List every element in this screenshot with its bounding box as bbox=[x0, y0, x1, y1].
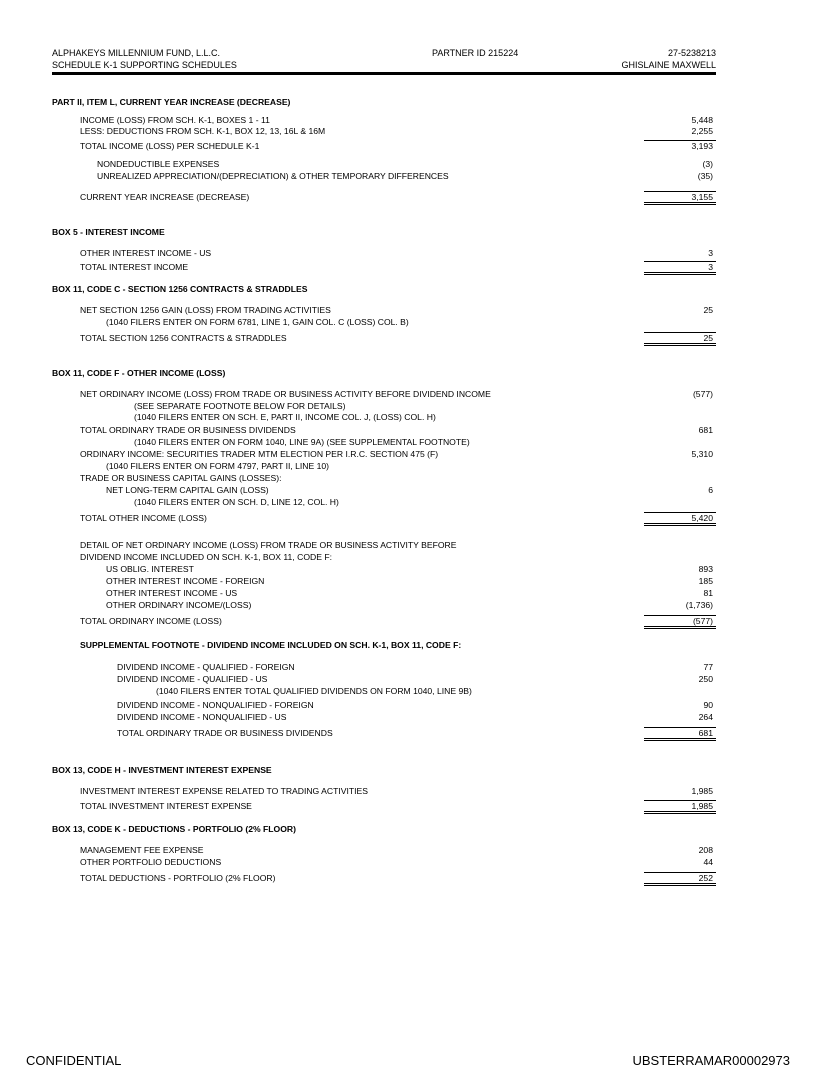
table-row bbox=[52, 552, 716, 562]
table-row bbox=[52, 461, 716, 471]
row-label: (SEE SEPARATE FOOTNOTE BELOW FOR DETAILS) bbox=[134, 401, 346, 411]
table-row bbox=[52, 171, 716, 181]
row-label: DIVIDEND INCOME - NONQUALIFIED - US bbox=[117, 712, 287, 722]
table-row-total bbox=[52, 616, 716, 626]
double-underline bbox=[644, 738, 716, 741]
row-label: UNREALIZED APPRECIATION/(DEPRECIATION) & OTHER TEMPORARY DIFFERENCES bbox=[97, 171, 449, 181]
row-label: MANAGEMENT FEE EXPENSE bbox=[80, 845, 204, 855]
row-value: 264 bbox=[698, 712, 713, 722]
row-value: 250 bbox=[698, 674, 713, 684]
row-label: DIVIDEND INCOME - NONQUALIFIED - FOREIGN bbox=[117, 700, 314, 710]
section-heading-box13-code-h: BOX 13, CODE H - INVESTMENT INTEREST EXPENSE bbox=[52, 765, 272, 775]
row-value: 6 bbox=[708, 485, 713, 495]
underline bbox=[644, 261, 716, 262]
table-row-total bbox=[52, 728, 716, 738]
row-label: (1040 FILERS ENTER ON FORM 4797, PART II, LINE 10) bbox=[106, 461, 330, 471]
row-value: 185 bbox=[698, 576, 713, 586]
row-label: TOTAL ORDINARY TRADE OR BUSINESS DIVIDENDS bbox=[117, 728, 333, 738]
row-value: 44 bbox=[703, 857, 713, 867]
row-value: 77 bbox=[703, 662, 713, 672]
row-value: 252 bbox=[698, 873, 713, 883]
row-label: NET LONG-TERM CAPITAL GAIN (LOSS) bbox=[106, 485, 269, 495]
row-value: 3,193 bbox=[691, 141, 713, 151]
row-value: (577) bbox=[692, 389, 713, 399]
row-label: CURRENT YEAR INCREASE (DECREASE) bbox=[80, 192, 250, 202]
row-value: 3 bbox=[708, 248, 713, 258]
row-value: 2,255 bbox=[691, 126, 713, 136]
row-value: 1,985 bbox=[691, 801, 713, 811]
confidential-label: CONFIDENTIAL bbox=[26, 1053, 122, 1068]
header-rule bbox=[52, 72, 716, 75]
ein: 27-5238213 bbox=[667, 48, 716, 58]
table-row bbox=[52, 857, 716, 867]
row-value: 893 bbox=[698, 564, 713, 574]
row-label: NET ORDINARY INCOME (LOSS) FROM TRADE OR BUSINESS ACTIVITY BEFORE DIVIDEND INCOME bbox=[80, 389, 491, 399]
row-value: (577) bbox=[692, 616, 713, 626]
table-row-total bbox=[52, 801, 716, 811]
row-value: 3 bbox=[708, 262, 713, 272]
partner-id: PARTNER ID 215224 bbox=[432, 48, 519, 58]
table-row bbox=[52, 401, 716, 411]
row-value: 81 bbox=[703, 588, 713, 598]
row-value: 208 bbox=[698, 845, 713, 855]
table-row bbox=[52, 497, 716, 507]
row-value: 5,420 bbox=[691, 513, 713, 523]
row-label: DIVIDEND INCOME - QUALIFIED - FOREIGN bbox=[117, 662, 295, 672]
row-value: (3) bbox=[702, 159, 713, 169]
table-row bbox=[52, 115, 716, 125]
row-label: OTHER INTEREST INCOME - US bbox=[106, 588, 238, 598]
section-heading-box13-code-k: BOX 13, CODE K - DEDUCTIONS - PORTFOLIO (2% FLOOR) bbox=[52, 824, 296, 834]
table-row bbox=[52, 600, 716, 610]
table-row-total bbox=[52, 262, 716, 272]
table-row bbox=[52, 662, 716, 672]
table-row bbox=[52, 317, 716, 327]
table-row bbox=[52, 700, 716, 710]
row-label: (1040 FILERS ENTER ON FORM 6781, LINE 1, GAIN COL. C (LOSS) COL. B) bbox=[106, 317, 409, 327]
bates-number: UBSTERRAMAR00002973 bbox=[632, 1053, 790, 1068]
schedule-subtitle: SCHEDULE K-1 SUPPORTING SCHEDULES bbox=[52, 60, 237, 70]
table-row bbox=[52, 412, 716, 422]
table-row-total bbox=[52, 873, 716, 883]
row-label: TOTAL INTEREST INCOME bbox=[80, 262, 189, 272]
row-label: INCOME (LOSS) FROM SCH. K-1, BOXES 1 - 11 bbox=[80, 115, 270, 125]
table-row bbox=[52, 248, 716, 258]
table-row bbox=[52, 305, 716, 315]
table-row bbox=[52, 540, 716, 550]
table-row-total bbox=[52, 192, 716, 202]
row-label: TOTAL INVESTMENT INTEREST EXPENSE bbox=[80, 801, 252, 811]
row-value: 3,155 bbox=[691, 192, 713, 202]
double-underline bbox=[644, 343, 716, 346]
table-row bbox=[52, 473, 716, 483]
double-underline bbox=[644, 523, 716, 526]
table-row bbox=[52, 712, 716, 722]
row-label: (1040 FILERS ENTER ON SCH. E, PART II, INCOME COL. J, (LOSS) COL. H) bbox=[134, 412, 436, 422]
row-value: 25 bbox=[703, 305, 713, 315]
row-label: TRADE OR BUSINESS CAPITAL GAINS (LOSSES): bbox=[80, 473, 282, 483]
row-value: 25 bbox=[703, 333, 713, 343]
double-underline bbox=[644, 883, 716, 886]
row-value: (35) bbox=[697, 171, 713, 181]
row-value: 90 bbox=[703, 700, 713, 710]
table-row bbox=[52, 126, 716, 136]
double-underline bbox=[644, 202, 716, 205]
row-label: (1040 FILERS ENTER ON SCH. D, LINE 12, COL. H) bbox=[134, 497, 339, 507]
row-label: LESS: DEDUCTIONS FROM SCH. K-1, BOX 12, 13, 16L & 16M bbox=[80, 126, 326, 136]
section-heading-box5: BOX 5 - INTEREST INCOME bbox=[52, 227, 165, 237]
table-row bbox=[52, 389, 716, 399]
table-row bbox=[52, 845, 716, 855]
row-label: DETAIL OF NET ORDINARY INCOME (LOSS) FROM TRADE OR BUSINESS ACTIVITY BEFORE bbox=[80, 540, 457, 550]
double-underline bbox=[644, 811, 716, 814]
row-label: (1040 FILERS ENTER TOTAL QUALIFIED DIVIDENDS ON FORM 1040, LINE 9B) bbox=[156, 686, 472, 696]
table-row-subtotal bbox=[52, 141, 716, 151]
table-row bbox=[52, 588, 716, 598]
row-label: (1040 FILERS ENTER ON FORM 1040, LINE 9A) (SEE SUPPLEMENTAL FOOTNOTE) bbox=[134, 437, 470, 447]
row-label: TOTAL ORDINARY TRADE OR BUSINESS DIVIDENDS bbox=[80, 425, 296, 435]
fund-name: ALPHAKEYS MILLENNIUM FUND, L.L.C. bbox=[52, 48, 221, 58]
section-heading-box11-code-c: BOX 11, CODE C - SECTION 1256 CONTRACTS & STRADDLES bbox=[52, 284, 308, 294]
row-label: NONDEDUCTIBLE EXPENSES bbox=[97, 159, 220, 169]
table-row bbox=[52, 437, 716, 447]
row-value: 5,448 bbox=[691, 115, 713, 125]
table-row bbox=[52, 485, 716, 495]
double-underline bbox=[644, 272, 716, 275]
table-row bbox=[52, 576, 716, 586]
row-label: TOTAL DEDUCTIONS - PORTFOLIO (2% FLOOR) bbox=[80, 873, 276, 883]
row-label: OTHER ORDINARY INCOME/(LOSS) bbox=[106, 600, 252, 610]
table-row bbox=[52, 449, 716, 459]
row-label: US OBLIG. INTEREST bbox=[106, 564, 194, 574]
partner-name: GHISLAINE MAXWELL bbox=[621, 60, 716, 70]
row-label: DIVIDEND INCOME - QUALIFIED - US bbox=[117, 674, 268, 684]
table-row-total bbox=[52, 513, 716, 523]
row-label: TOTAL INCOME (LOSS) PER SCHEDULE K-1 bbox=[80, 141, 260, 151]
row-label: NET SECTION 1256 GAIN (LOSS) FROM TRADING ACTIVITIES bbox=[80, 305, 331, 315]
table-row bbox=[52, 674, 716, 684]
row-label: TOTAL ORDINARY INCOME (LOSS) bbox=[80, 616, 222, 626]
row-label: OTHER INTEREST INCOME - US bbox=[80, 248, 212, 258]
row-label: OTHER INTEREST INCOME - FOREIGN bbox=[106, 576, 265, 586]
table-row bbox=[52, 425, 716, 435]
row-value: 681 bbox=[698, 728, 713, 738]
table-row-total bbox=[52, 333, 716, 343]
row-value: 1,985 bbox=[691, 786, 713, 796]
row-value: 5,310 bbox=[691, 449, 713, 459]
section-heading-supplemental-footnote: SUPPLEMENTAL FOOTNOTE - DIVIDEND INCOME INCLUDED ON SCH. K-1, BOX 11, CODE F: bbox=[80, 640, 462, 650]
row-label: OTHER PORTFOLIO DEDUCTIONS bbox=[80, 857, 222, 867]
row-label: TOTAL OTHER INCOME (LOSS) bbox=[80, 513, 207, 523]
page-header bbox=[52, 48, 716, 74]
section-heading-box11-code-f: BOX 11, CODE F - OTHER INCOME (LOSS) bbox=[52, 368, 226, 378]
table-row bbox=[52, 686, 716, 696]
section-heading-part2-item-l: PART II, ITEM L, CURRENT YEAR INCREASE (DECREASE) bbox=[52, 97, 291, 107]
double-underline bbox=[644, 626, 716, 629]
table-row bbox=[52, 564, 716, 574]
row-value: 681 bbox=[698, 425, 713, 435]
table-row bbox=[52, 786, 716, 796]
row-label: TOTAL SECTION 1256 CONTRACTS & STRADDLES bbox=[80, 333, 287, 343]
row-value: (1,736) bbox=[685, 600, 713, 610]
table-row bbox=[52, 159, 716, 169]
row-label: DIVIDEND INCOME INCLUDED ON SCH. K-1, BOX 11, CODE F: bbox=[80, 552, 332, 562]
row-label: INVESTMENT INTEREST EXPENSE RELATED TO TRADING ACTIVITIES bbox=[80, 786, 368, 796]
row-label: ORDINARY INCOME: SECURITIES TRADER MTM ELECTION PER I.R.C. SECTION 475 (F) bbox=[80, 449, 439, 459]
